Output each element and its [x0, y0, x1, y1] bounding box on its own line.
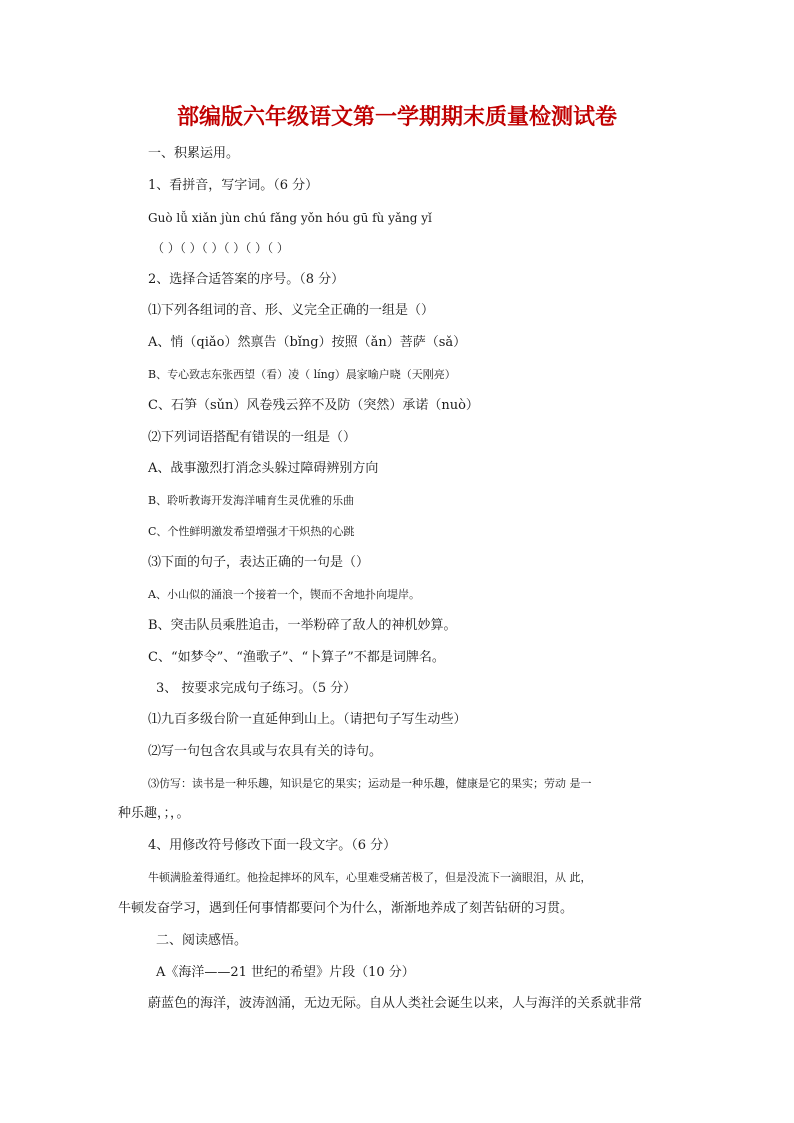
question-1-heading: 1、看拼音，写字词。（6 分）	[148, 178, 319, 193]
option-line: A、战事激烈打消念头躲过障碍辨别方向	[148, 461, 379, 476]
subquestion-3: ⑶下面的句子，表达正确的一句是（）	[148, 555, 370, 570]
passage-line: 蔚蓝色的海洋，波涛汹涌，无边无际。自从人类社会诞生以来，人与海洋的关系就非常	[148, 996, 643, 1011]
answer-blanks-line: （ ）（ ）（ ）（ ）（ ）（ ）	[152, 241, 289, 255]
option-line: B、聆听教诲开发海洋哺育生灵优雅的乐曲	[148, 494, 355, 507]
subquestion-2: ⑵下列词语搭配有错误的一组是（）	[148, 430, 357, 445]
option-line: A、悄（qiǎo）然禀告（bǐng）按照（ǎn）菩萨（sǎ）	[148, 335, 467, 350]
section-heading-reading: 二、阅读感悟。	[156, 933, 248, 948]
option-line: C、“如梦令”、“渔歌子”、“卜算子”不都是词牌名。	[148, 650, 445, 665]
option-line: B、突击队员乘胜追击，一举粉碎了敌人的神机妙算。	[148, 618, 457, 633]
passage-line: 牛顿满脸羞得通红。他捡起摔坏的风车，心里难受痛苦极了，但是没流下一滴眼泪，从 此，	[148, 871, 592, 884]
reading-passage-title: A《海洋——21 世纪的希望》片段（10 分）	[156, 965, 415, 980]
question-4-heading: 4、用修改符号修改下面一段文字。（6 分）	[148, 838, 397, 853]
pinyin-line: Guò lǚ xiǎn jùn chú fǎng yǒn hóu gū fù yǎng yǐ	[148, 211, 432, 225]
sentence-task-3: ⑶仿写：读书是一种乐趣，知识是它的果实；运动是一种乐趣，健康是它的果实；劳动 是一	[148, 777, 592, 790]
subquestion-1: ⑴下列各组词的音、形、义完全正确的一组是（）	[148, 303, 435, 318]
option-line: C、石笋（sǔn）风卷残云猝不及防（突然）承诺（nuò）	[148, 398, 479, 413]
page-title: 部编版六年级语文第一学期期末质量检测试卷	[176, 105, 617, 130]
sentence-task-2: ⑵写一句包含农具或与农具有关的诗句。	[148, 744, 383, 759]
option-line: B、专心致志东张西望（看）凌（ líng）晨家喻户晓（天刚亮）	[148, 368, 456, 381]
section-heading-accumulation: 一、积累运用。	[148, 146, 240, 161]
option-line: A、小山似的涌浪一个接着一个，锲而不舍地扑向堤岸。	[148, 588, 420, 601]
sentence-task-1: ⑴九百多级台阶一直延伸到山上。（请把句子写生动些）	[148, 712, 467, 727]
question-3-heading: 3、 按要求完成句子练习。（5 分）	[156, 681, 357, 696]
sentence-task-3-cont: 种乐趣，；，。	[118, 806, 190, 821]
passage-line: 牛顿发奋学习，遇到任何事情都要问个为什么，渐渐地养成了刻苦钻研的习贯。	[118, 901, 574, 916]
option-line: C、个性鲜明激发希望增强才干炽热的心跳	[148, 525, 355, 538]
question-2-heading: 2、选择合适答案的序号。（8 分）	[148, 272, 345, 287]
